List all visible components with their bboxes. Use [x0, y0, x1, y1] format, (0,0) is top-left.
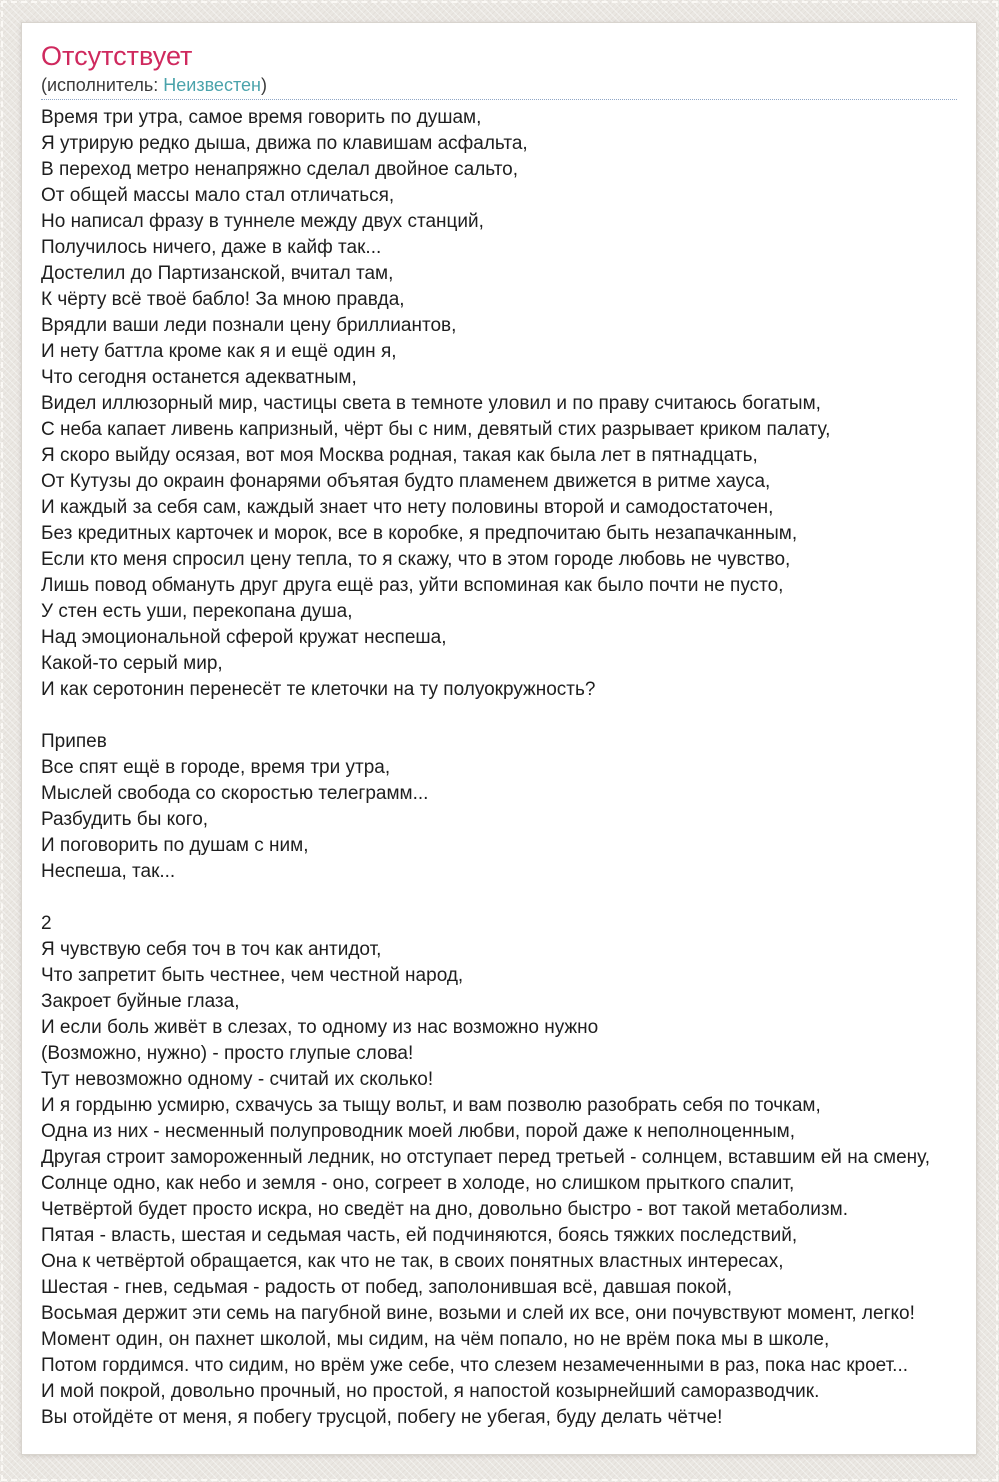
lyric-line: Я утрирую редко дыша, движа по клавишам асфальта, — [41, 133, 528, 154]
lyric-line: Солнце одно, как небо и земля - оно, согреет в холоде, но слишком прыткого спалит, — [41, 1173, 795, 1194]
lyric-line: Врядли ваши леди познали цену бриллиантов, — [41, 315, 457, 336]
lyric-line: Мыслей свобода со скоростью телеграмм... — [41, 783, 429, 804]
song-title: Отсутствует — [41, 41, 193, 71]
lyric-line: С неба капает ливень капризный, чёрт бы с ним, девятый стих разрывает криком палату, — [41, 419, 831, 440]
lyric-line: Я скоро выйду осязая, вот моя Москва родная, такая как была лет в пятнадцать, — [41, 445, 758, 466]
lyric-line: Достелил до Партизанской, вчитал там, — [41, 263, 394, 284]
artist-label-open: (исполнитель: — [41, 75, 164, 95]
lyric-line: Я чувствую себя точ в точ как антидот, — [41, 939, 382, 960]
lyric-line: И я гордыню усмирю, схвачусь за тыщу вольт, и вам позволю разобрать себя по точкам, — [41, 1095, 821, 1116]
lyric-line: Но написал фразу в туннеле между двух станций, — [41, 211, 484, 232]
lyric-line: Потом гордимся. что сидим, но врём уже себе, что слезем незамеченными в раз, пока нас кроет... — [41, 1355, 909, 1376]
lyric-line: Видел иллюзорный мир, частицы света в темноте уловил и по праву считаюсь богатым, — [41, 393, 821, 414]
lyric-line: От общей массы мало стал отличаться, — [41, 185, 395, 206]
artist-line — [41, 74, 957, 96]
lyric-line: Она к четвёртой обращается, как что не так, в своих понятных властных интересах, — [41, 1251, 784, 1272]
lyric-line: Тут невозможно одному - считай их сколько! — [41, 1069, 434, 1090]
lyrics-block — [41, 105, 957, 1431]
lyrics-panel — [21, 22, 977, 1455]
lyric-line: Какой-то серый мир, — [41, 653, 223, 674]
lyric-blank-line — [41, 703, 957, 729]
lyric-line: Вы отойдёте от меня, я побегу трусцой, побегу не убегая, буду делать чётче! — [41, 1407, 723, 1428]
artist-link[interactable]: Неизвестен — [163, 75, 261, 95]
lyric-line: И если боль живёт в слезах, то одному из нас возможно нужно — [41, 1017, 599, 1038]
lyric-line: Закроет буйные глаза, — [41, 991, 240, 1012]
lyric-line: Разбудить бы кого, — [41, 809, 209, 830]
lyric-line: Неспеша, так... — [41, 861, 176, 882]
lyric-line: Что сегодня останется адекватным, — [41, 367, 357, 388]
lyric-line: Восьмая держит эти семь на пагубной вине, возьми и слей их все, они почувствуют момент, легко! — [41, 1303, 915, 1324]
lyric-line: Пятая - власть, шестая и седьмая часть, ей подчиняются, боясь тяжких последствий, — [41, 1225, 798, 1246]
lyric-line: И мой покрой, довольно прочный, но простой, я напостой козырнейший саморазводчик. — [41, 1381, 820, 1402]
lyric-line: Над эмоциональной сферой кружат неспеша, — [41, 627, 447, 648]
lyric-line: Время три утра, самое время говорить по душам, — [41, 107, 482, 128]
lyric-line: Шестая - гнев, седьмая - радость от побед, заполонившая всё, давшая покой, — [41, 1277, 733, 1298]
lyric-line: От Кутузы до окраин фонарями объятая будто пламенем движется в ритме хауса, — [41, 471, 771, 492]
lyric-line: Без кредитных карточек и морок, все в коробке, я предпочитаю быть незапачканным, — [41, 523, 798, 544]
lyric-line: (Возможно, нужно) - просто глупые слова! — [41, 1043, 414, 1064]
lyric-line: Если кто меня спросил цену тепла, то я скажу, что в этом городе любовь не чувство, — [41, 549, 791, 570]
lyric-line: К чёрту всё твоё бабло! За мною правда, — [41, 289, 405, 310]
lyric-line: И поговорить по душам с ним, — [41, 835, 309, 856]
lyric-line: Четвёртой будет просто искра, но сведёт на дно, довольно быстро - вот такой метаболизм. — [41, 1199, 848, 1220]
lyric-line: И нету баттла кроме как я и ещё один я, — [41, 341, 397, 362]
lyric-line: У стен есть уши, перекопана душа, — [41, 601, 353, 622]
lyric-blank-line — [41, 885, 957, 911]
lyric-line: И каждый за себя сам, каждый знает что нету половины второй и самодостаточен, — [41, 497, 774, 518]
lyric-line: Одна из них - несменный полупроводник моей любви, порой даже к неполноценным, — [41, 1121, 795, 1142]
lyric-line: И как серотонин перенесёт те клеточки на ту полуокружность? — [41, 679, 596, 700]
lyric-line: Припев — [41, 731, 107, 752]
lyric-line: Все спят ещё в городе, время три утра, — [41, 757, 391, 778]
lyric-line: Момент один, он пахнет школой, мы сидим, на чём попало, но не врём пока мы в школе, — [41, 1329, 830, 1350]
lyric-line: Что запретит быть честнее, чем честной народ, — [41, 965, 464, 986]
lyric-line: В переход метро ненапряжно сделал двойное сальто, — [41, 159, 519, 180]
lyric-line: Получилось ничего, даже в кайф так... — [41, 237, 382, 258]
artist-label-close: ) — [260, 75, 267, 95]
lyric-line: Лишь повод обмануть друг друга ещё раз, уйти вспоминая как было почти не пусто, — [41, 575, 784, 596]
lyric-line: Другая строит замороженный ледник, но отступает перед третьей - солнцем, вставшим ей на смену, — [41, 1147, 931, 1168]
lyric-line: 2 — [41, 913, 52, 934]
dotted-separator — [41, 99, 957, 100]
